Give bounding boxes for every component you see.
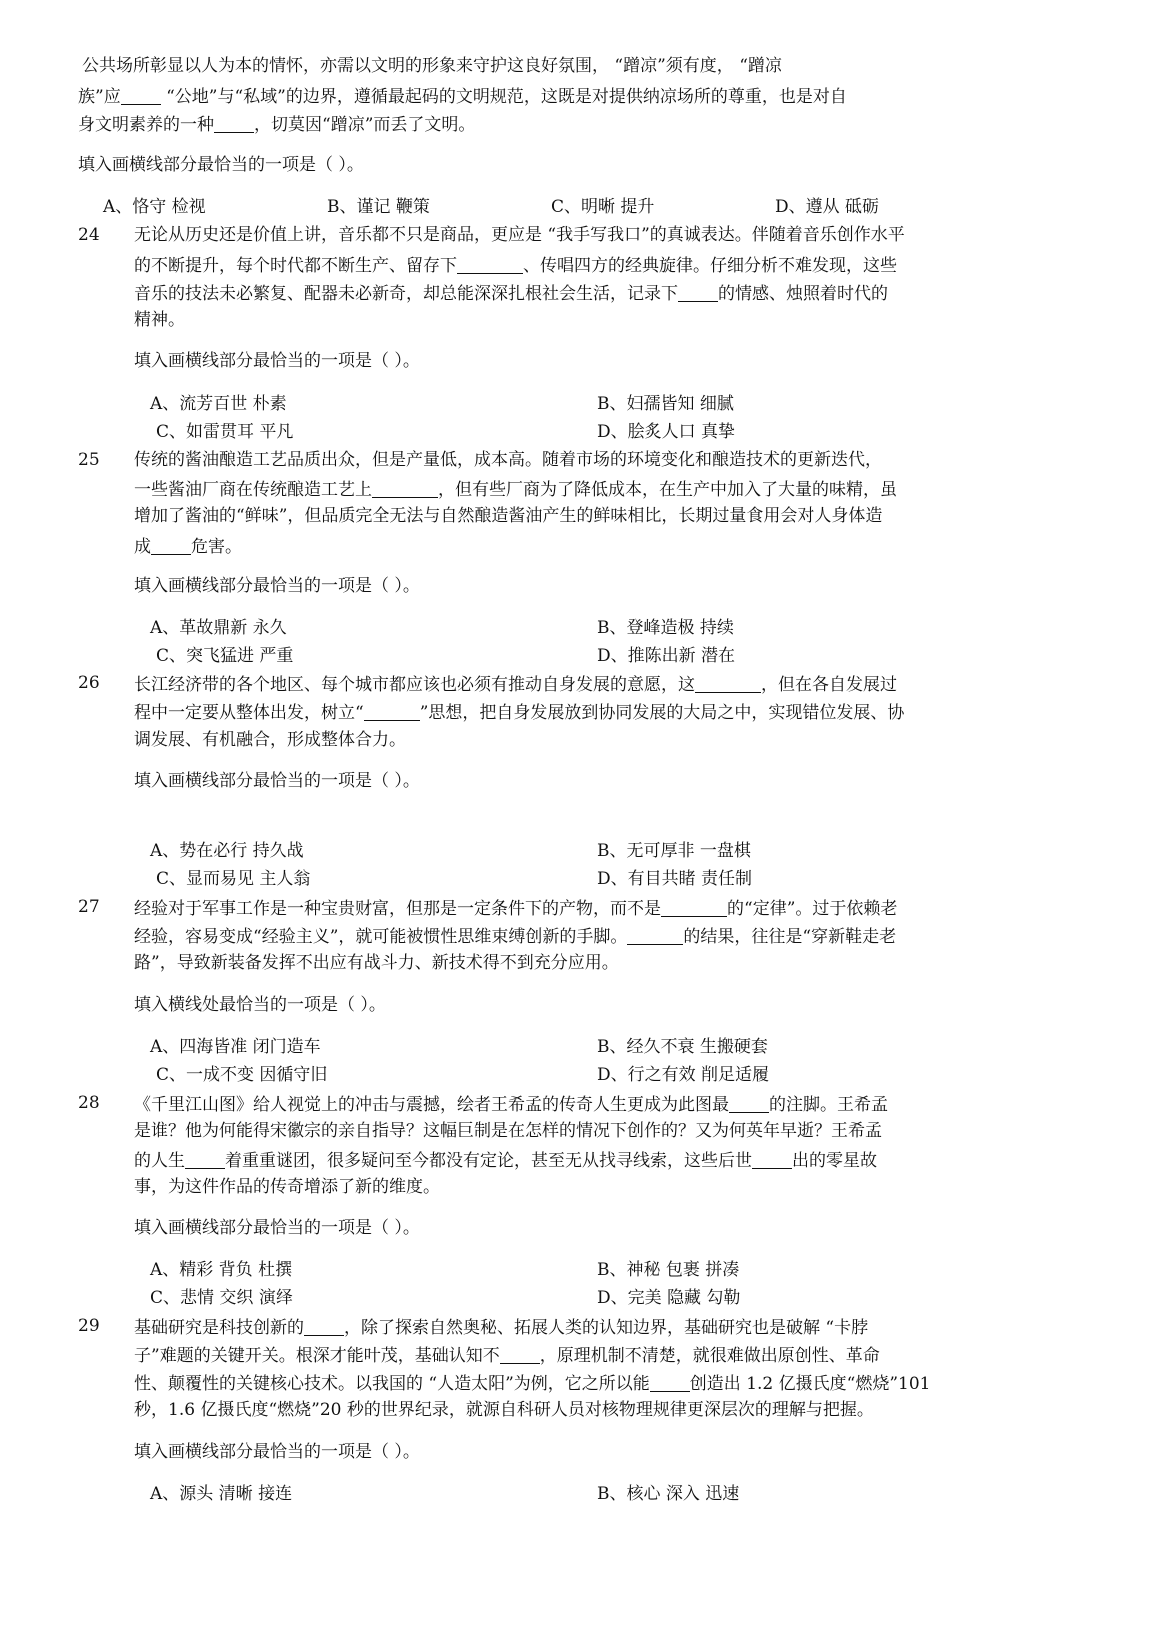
q29-option-b[interactable]: B、核心 深入 迅速 bbox=[597, 1484, 740, 1504]
q27-line-2-start: 经验，容易变成“经验主义”，就可能被惯性思维束缚创新的手脚。 bbox=[134, 927, 628, 947]
q29-line-3 bbox=[134, 1374, 930, 1393]
q29-option-a[interactable]: A、源头 清晰 接连 bbox=[150, 1484, 293, 1504]
q24-option-b[interactable]: B、妇孺皆知 细腻 bbox=[597, 394, 734, 414]
q26-line-3: 调发展、有机融合，形成整体合力。 bbox=[134, 730, 406, 750]
q27-line-3: 路”，导致新装备发挥不出应有战斗力、新技术得不到充分应用。 bbox=[134, 953, 619, 973]
answer-blank bbox=[151, 537, 191, 555]
q29-line-3-start: 性、颠覆性的关键核心技术。以我国的 “人造太阳”为例，它之所以能 bbox=[134, 1374, 650, 1394]
q27-line-1-end: 的“定律”。过于依赖老 bbox=[727, 899, 898, 919]
q24-line-4: 精神。 bbox=[134, 310, 185, 330]
answer-blank bbox=[121, 87, 161, 105]
q25-line-4-start: 成 bbox=[134, 537, 151, 557]
q28-line-1-start: 《千里江山图》给人视觉上的冲击与震撼，绘者王希孟的传奇人生更成为此图最 bbox=[134, 1095, 729, 1115]
q25-option-b[interactable]: B、登峰造极 持续 bbox=[597, 618, 734, 638]
question-number: 26 bbox=[78, 673, 100, 693]
q28-line-2: 是谁？他为何能得宋徽宗的亲自指导？这幅巨制是在怎样的情况下创作的？又为何英年早逝？王希孟 bbox=[134, 1121, 882, 1141]
q27-option-a[interactable]: A、四海皆准 闭门造车 bbox=[150, 1037, 321, 1057]
intro-line-3-end: ，切莫因“蹭凉”而丢了文明。 bbox=[254, 115, 476, 135]
q25-line-1: 传统的酱油酿造工艺品质出众，但是产量低，成本高。随着市场的环境变化和酿造技术的更新迭代， bbox=[134, 450, 882, 470]
q28-line-3-mid: 着重重谜团，很多疑问至今都没有定论，甚至无从找寻线索，这些后世 bbox=[225, 1151, 752, 1171]
answer-blank bbox=[214, 115, 254, 133]
q26-option-b[interactable]: B、无可厚非 一盘棋 bbox=[597, 841, 751, 861]
question-number: 25 bbox=[78, 450, 100, 470]
q28-option-c[interactable]: C、悲情 交织 演绎 bbox=[150, 1288, 293, 1308]
q29-line-1-start: 基础研究是科技创新的 bbox=[134, 1318, 304, 1338]
q25-line-3: 增加了酱油的“鲜味”，但品质完全无法与自然酿造酱油产生的鲜味相比，长期过量食用会对人身体造 bbox=[134, 506, 883, 526]
q29-line-2-start: 子”难题的关键开关。根深才能叶茂，基础认知不 bbox=[134, 1346, 500, 1366]
q28-line-3 bbox=[134, 1151, 877, 1170]
q28-option-d[interactable]: D、完美 隐藏 勾勒 bbox=[597, 1288, 741, 1308]
intro-option-c[interactable]: C、明晰 提升 bbox=[551, 197, 655, 217]
q24-line-3-start: 音乐的技法未必繁复、配器未必新奇，却总能深深扎根社会生活，记录下 bbox=[134, 284, 678, 304]
q24-line-1: 无论从历史还是价值上讲，音乐都不只是商品，更应是 “我手写我口”的真诚表达。伴随着音乐创作水平 bbox=[134, 225, 905, 245]
q26-line-1-start: 长江经济带的各个地区、每个城市都应该也必须有推动自身发展的意愿，这 bbox=[134, 675, 695, 695]
q27-option-d[interactable]: D、行之有效 削足适履 bbox=[597, 1065, 770, 1085]
intro-line-1: 公共场所彰显以人为本的情怀，亦需以文明的形象来守护这良好氛围， “蹭凉”须有度， “蹭凉 bbox=[82, 56, 782, 76]
answer-blank bbox=[457, 256, 523, 274]
q27-line-1-start: 经验对于军事工作是一种宝贵财富，但那是一定条件下的产物，而不是 bbox=[134, 899, 661, 919]
q28-option-a[interactable]: A、精彩 背负 杜撰 bbox=[150, 1260, 293, 1280]
q24-line-2-end: 、传唱四方的经典旋律。仔细分析不难发现，这些 bbox=[523, 256, 897, 276]
answer-blank bbox=[729, 1095, 769, 1113]
intro-prompt: 填入画横线部分最恰当的一项是（ ）。 bbox=[78, 155, 364, 175]
answer-blank bbox=[372, 480, 438, 498]
question-number: 27 bbox=[78, 897, 100, 917]
q24-option-d[interactable]: D、脍炙人口 真挚 bbox=[597, 422, 736, 442]
q24-line-3 bbox=[134, 284, 888, 303]
q29-line-4: 秒，1.6 亿摄氏度“燃烧”20 秒的世界纪录，就源自科研人员对核物理规律更深层次的理解与把握。 bbox=[134, 1400, 874, 1420]
q25-option-a[interactable]: A、革故鼎新 永久 bbox=[150, 618, 287, 638]
question-number: 28 bbox=[78, 1093, 100, 1113]
answer-blank bbox=[364, 703, 420, 721]
q27-prompt: 填入横线处最恰当的一项是（ ）。 bbox=[134, 995, 386, 1015]
q26-line-2 bbox=[134, 703, 904, 722]
answer-blank bbox=[678, 284, 718, 302]
q26-line-2-start: 程中一定要从整体出发，树立 bbox=[134, 703, 355, 723]
intro-line-3-start: 身文明素养的一种 bbox=[78, 115, 214, 135]
q25-line-2-end: ，但有些厂商为了降低成本，在生产中加入了大量的味精，虽 bbox=[438, 480, 897, 500]
q27-line-1 bbox=[134, 899, 897, 918]
q24-line-2 bbox=[134, 256, 897, 275]
q27-line-2-end: 的结果，往往是“穿新鞋走老 bbox=[683, 927, 897, 947]
q28-line-3-start: 的人生 bbox=[134, 1151, 185, 1171]
q25-line-4-end: 危害。 bbox=[191, 537, 242, 557]
intro-option-b[interactable]: B、谨记 鞭策 bbox=[327, 197, 430, 217]
question-number: 24 bbox=[78, 225, 100, 245]
answer-blank bbox=[650, 1374, 690, 1392]
q26-line-1 bbox=[134, 675, 897, 694]
intro-option-a[interactable]: A、恪守 检视 bbox=[103, 197, 206, 217]
q26-option-a[interactable]: A、势在必行 持久战 bbox=[150, 841, 304, 861]
q26-option-d[interactable]: D、有目共睹 责任制 bbox=[597, 869, 753, 889]
intro-option-d[interactable]: D、遵从 砥砺 bbox=[775, 197, 880, 217]
q25-option-c[interactable]: C、突飞猛进 严重 bbox=[156, 646, 294, 666]
q26-option-c[interactable]: C、显而易见 主人翁 bbox=[156, 869, 311, 889]
q29-line-1 bbox=[134, 1318, 868, 1337]
intro-line-2-end: “公地”与“私域”的边界，遵循最起码的文明规范，这既是对提供纳凉场所的尊重，也是对自 bbox=[160, 87, 847, 107]
q26-prompt: 填入画横线部分最恰当的一项是（ ）。 bbox=[134, 771, 420, 791]
q27-option-b[interactable]: B、经久不衰 生搬硬套 bbox=[597, 1037, 768, 1057]
q28-line-1 bbox=[134, 1095, 888, 1114]
q26-line-2-end: ”思想，把自身发展放到协同发展的大局之中，实现错位发展、协 bbox=[419, 703, 905, 723]
answer-blank bbox=[627, 927, 683, 945]
answer-blank bbox=[695, 675, 761, 693]
answer-blank bbox=[500, 1346, 540, 1364]
answer-blank bbox=[304, 1318, 344, 1336]
q26-line-1-end: ，但在各自发展过 bbox=[761, 675, 897, 695]
q28-line-3-end: 出的零星故 bbox=[792, 1151, 877, 1171]
q28-option-b[interactable]: B、神秘 包裹 拼凑 bbox=[597, 1260, 740, 1280]
q29-prompt: 填入画横线部分最恰当的一项是（ ）。 bbox=[134, 1442, 420, 1462]
answer-blank bbox=[185, 1151, 225, 1169]
q24-option-c[interactable]: C、如雷贯耳 平凡 bbox=[156, 422, 294, 442]
q24-line-3-end: 的情感、烛照着时代的 bbox=[718, 284, 888, 304]
intro-line-2-start: 族”应 bbox=[78, 87, 121, 107]
q29-line-3-end: 创造出 1.2 亿摄氏度“燃烧”101 bbox=[689, 1374, 931, 1394]
q25-line-2-start: 一些酱油厂商在传统酿造工艺上 bbox=[134, 480, 372, 500]
answer-blank bbox=[661, 899, 727, 917]
q28-line-1-end: 的注脚。王希孟 bbox=[769, 1095, 888, 1115]
q28-line-4: 事，为这件作品的传奇增添了新的维度。 bbox=[134, 1177, 440, 1197]
q24-option-a[interactable]: A、流芳百世 朴素 bbox=[150, 394, 287, 414]
q24-line-2-start: 的不断提升，每个时代都不断生产、留存下 bbox=[134, 256, 457, 276]
q29-line-2-end: ，原理机制不清楚，就很难做出原创性、革命 bbox=[539, 1346, 880, 1366]
q27-option-c[interactable]: C、一成不变 因循守旧 bbox=[156, 1065, 328, 1085]
q24-prompt: 填入画横线部分最恰当的一项是（ ）。 bbox=[134, 351, 420, 371]
q29-line-1-end: ，除了探索自然奥秘、拓展人类的认知边界，基础研究也是破解 “卡脖 bbox=[344, 1318, 869, 1338]
q27-line-2 bbox=[134, 927, 896, 946]
answer-blank bbox=[752, 1151, 792, 1169]
q25-line-4 bbox=[134, 537, 242, 556]
q28-prompt: 填入画横线部分最恰当的一项是（ ）。 bbox=[134, 1218, 420, 1238]
intro-line-2 bbox=[78, 87, 847, 106]
q29-line-2 bbox=[134, 1346, 880, 1365]
q25-option-d[interactable]: D、推陈出新 潜在 bbox=[597, 646, 736, 666]
intro-line-3 bbox=[78, 115, 475, 134]
open-quote: “ bbox=[355, 703, 364, 723]
q25-prompt: 填入画横线部分最恰当的一项是（ ）。 bbox=[134, 576, 420, 596]
q25-line-2 bbox=[134, 480, 897, 499]
question-number: 29 bbox=[78, 1316, 100, 1336]
